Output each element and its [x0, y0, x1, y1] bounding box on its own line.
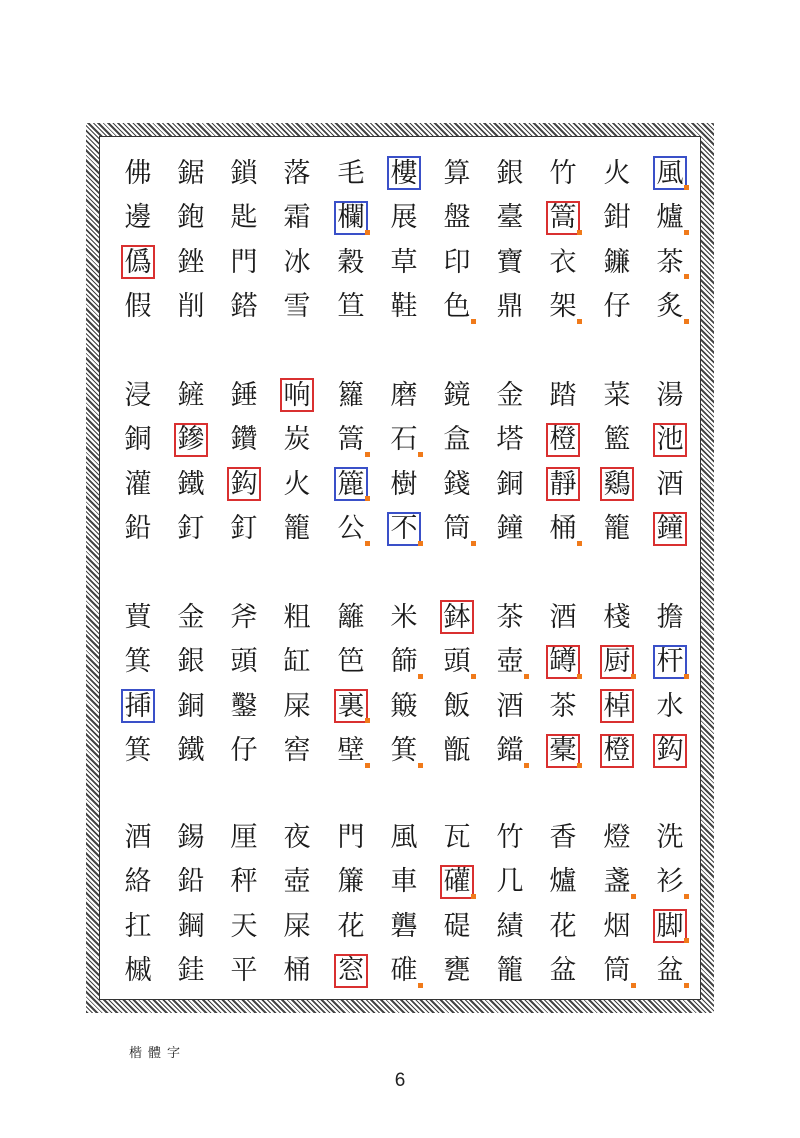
character-cell: 秤: [230, 866, 258, 897]
annotation-mark: [365, 452, 370, 457]
character-cell: 銈: [177, 955, 205, 986]
character-cell: 鈎: [653, 734, 687, 768]
character-cell: 簾: [337, 866, 365, 897]
character-cell: 平: [230, 955, 258, 986]
character-cell: 菜: [603, 379, 631, 411]
character-cell: 炭: [283, 424, 311, 455]
annotation-mark: [365, 496, 370, 501]
character-cell: 橐: [546, 734, 580, 768]
character-cell: 洗: [656, 821, 684, 853]
character-cell: 盆: [656, 955, 684, 986]
character-cell: 籠: [496, 955, 524, 986]
character-cell: 酒: [496, 690, 524, 722]
character-cell: 仔: [230, 735, 258, 766]
character-cell: 色: [443, 291, 471, 322]
character-cell: 鉢: [440, 600, 474, 634]
character-cell: 錫: [177, 821, 205, 853]
character-cell: 飯: [443, 690, 471, 722]
character-cell: 樹: [390, 468, 418, 500]
character-cell: 欄: [334, 201, 368, 235]
character-cell: 風: [390, 821, 418, 853]
character-cell: 落: [283, 157, 311, 189]
character-cell: 鋸: [177, 157, 205, 189]
character-cell: 錘: [230, 379, 258, 411]
character-cell: 門: [337, 821, 365, 853]
character-cell: 筒: [443, 513, 471, 544]
character-cell: 鉛: [177, 866, 205, 897]
character-cell: 鷄: [600, 467, 634, 501]
character-cell: 踏: [549, 379, 577, 411]
character-cell: 僞: [121, 245, 155, 279]
character-cell: 火: [283, 468, 311, 500]
character-cell: 籠: [283, 513, 311, 544]
character-cell: 扛: [124, 910, 152, 942]
character-cell: 佛: [124, 157, 152, 189]
character-cell: 瓦: [443, 821, 471, 853]
character-cell: 籮: [337, 379, 365, 411]
character-cell: 碮: [443, 910, 471, 942]
character-cell: 鐺: [496, 735, 524, 766]
character-cell: 壁: [337, 735, 365, 766]
character-cell: 窓: [334, 954, 368, 988]
character-cell: 銅: [124, 424, 152, 455]
character-cell: 揷: [121, 689, 155, 723]
character-cell: 屎: [283, 910, 311, 942]
character-cell: 銀: [496, 157, 524, 189]
character-cell: 池: [653, 423, 687, 457]
character-cell: 缸: [283, 646, 311, 677]
character-cell: 錢: [443, 468, 471, 500]
character-cell: 篙: [337, 424, 365, 455]
character-cell: 酒: [656, 468, 684, 500]
character-cell: 鏒: [174, 423, 208, 457]
character-cell: 爐: [549, 866, 577, 897]
character-cell: 鐘: [496, 513, 524, 544]
character-cell: 礱: [390, 910, 418, 942]
character-cell: 衣: [549, 246, 577, 278]
annotation-mark: [577, 541, 582, 546]
character-cell: 壺: [283, 866, 311, 897]
character-cell: 簏: [334, 467, 368, 501]
character-cell: 天: [230, 910, 258, 942]
character-cell: 响: [280, 378, 314, 412]
character-cell: 金: [177, 601, 205, 633]
character-cell: 塔: [496, 424, 524, 455]
character-cell: 釘: [177, 513, 205, 544]
annotation-mark: [684, 983, 689, 988]
character-cell: 雪: [283, 291, 311, 322]
annotation-mark: [365, 230, 370, 235]
character-cell: 假: [124, 291, 152, 322]
page-number: 6: [394, 1070, 406, 1091]
character-cell: 鐵: [177, 468, 205, 500]
annotation-mark: [631, 983, 636, 988]
character-cell: 鐵: [177, 735, 205, 766]
character-cell: 鏟: [177, 379, 205, 411]
annotation-mark: [577, 230, 582, 235]
character-cell: 棧: [603, 601, 631, 633]
character-cell: 鋼: [177, 910, 205, 942]
character-cell: 屎: [283, 690, 311, 722]
character-cell: 風: [653, 156, 687, 190]
annotation-mark: [577, 319, 582, 324]
character-cell: 鐮: [603, 246, 631, 278]
character-cell: 花: [549, 910, 577, 942]
character-cell: 燈: [603, 821, 631, 853]
character-cell: 籬: [337, 601, 365, 633]
character-cell: 蕒: [124, 601, 152, 633]
character-cell: 靜: [546, 467, 580, 501]
character-cell: 米: [390, 601, 418, 633]
character-cell: 公: [337, 513, 365, 544]
character-cell: 甕: [443, 955, 471, 986]
character-cell: 銼: [177, 246, 205, 278]
annotation-mark: [471, 894, 476, 899]
character-cell: 灌: [124, 468, 152, 500]
character-cell: 鎝: [230, 291, 258, 322]
character-cell: 箕: [390, 735, 418, 766]
character-cell: 斧: [230, 601, 258, 633]
character-cell: 橙: [546, 423, 580, 457]
annotation-mark: [684, 274, 689, 279]
character-cell: 酒: [124, 821, 152, 853]
character-cell: 鞋: [390, 291, 418, 322]
annotation-mark: [471, 319, 476, 324]
character-cell: 筒: [603, 955, 631, 986]
annotation-mark: [684, 230, 689, 235]
character-cell: 鑽: [230, 424, 258, 455]
character-cell: 粗: [283, 601, 311, 633]
character-cell: 籠: [603, 513, 631, 544]
character-cell: 絡: [124, 866, 152, 897]
character-cell: 匙: [230, 202, 258, 233]
character-cell: 寶: [496, 246, 524, 278]
character-cell: 几: [496, 866, 524, 897]
annotation-mark: [418, 763, 423, 768]
annotation-mark: [631, 674, 636, 679]
character-cell: 爐: [656, 202, 684, 233]
character-cell: 門: [230, 246, 258, 278]
character-cell: 印: [443, 246, 471, 278]
character-cell: 石: [390, 424, 418, 455]
character-cell: 酒: [549, 601, 577, 633]
annotation-mark: [418, 452, 423, 457]
font-style-label: 楷體字: [129, 1046, 187, 1061]
character-cell: 臺: [496, 202, 524, 233]
character-cell: 壺: [496, 646, 524, 677]
annotation-mark: [418, 983, 423, 988]
character-cell: 績: [496, 910, 524, 942]
character-cell: 槭: [124, 955, 152, 986]
character-cell: 銀: [177, 646, 205, 677]
character-cell: 頭: [230, 646, 258, 677]
character-cell: 削: [177, 291, 205, 322]
character-cell: 金: [496, 379, 524, 411]
character-cell: 浸: [124, 379, 152, 411]
character-cell: 甑: [443, 735, 471, 766]
character-cell: 花: [337, 910, 365, 942]
character-cell: 茶: [656, 246, 684, 278]
character-cell: 不: [387, 512, 421, 546]
character-cell: 厘: [230, 821, 258, 853]
character-cell: 篩: [390, 646, 418, 677]
annotation-mark: [684, 894, 689, 899]
character-cell: 厨: [600, 645, 634, 679]
character-cell: 水: [656, 690, 684, 722]
character-cell: 香: [549, 821, 577, 853]
character-cell: 架: [549, 291, 577, 322]
annotation-mark: [684, 185, 689, 190]
character-cell: 杆: [653, 645, 687, 679]
character-cell: 箕: [124, 646, 152, 677]
character-cell: 礶: [440, 865, 474, 899]
character-cell: 箕: [124, 735, 152, 766]
character-cell: 湯: [656, 379, 684, 411]
character-cell: 篙: [546, 201, 580, 235]
character-cell: 鏡: [443, 379, 471, 411]
annotation-mark: [684, 938, 689, 943]
character-cell: 算: [443, 157, 471, 189]
character-cell: 鈎: [227, 467, 261, 501]
character-cell: 罇: [546, 645, 580, 679]
annotation-mark: [577, 674, 582, 679]
character-cell: 頭: [443, 646, 471, 677]
annotation-mark: [418, 674, 423, 679]
character-cell: 茶: [549, 690, 577, 722]
character-cell: 夜: [283, 821, 311, 853]
character-cell: 鉋: [177, 202, 205, 233]
character-cell: 仔: [603, 291, 631, 322]
character-cell: 火: [603, 157, 631, 189]
character-cell: 笪: [337, 291, 365, 322]
character-cell: 穀: [337, 246, 365, 278]
character-cell: 橙: [600, 734, 634, 768]
character-cell: 桶: [549, 513, 577, 544]
character-cell: 竹: [496, 821, 524, 853]
annotation-mark: [577, 763, 582, 768]
character-cell: 盤: [443, 202, 471, 233]
character-cell: 展: [390, 202, 418, 233]
annotation-mark: [365, 763, 370, 768]
annotation-mark: [631, 894, 636, 899]
character-cell: 銅: [496, 468, 524, 500]
character-cell: 鉛: [124, 513, 152, 544]
character-cell: 棹: [600, 689, 634, 723]
character-cell: 盒: [443, 424, 471, 455]
character-cell: 碓: [390, 955, 418, 986]
character-cell: 茶: [496, 601, 524, 633]
annotation-mark: [471, 541, 476, 546]
annotation-mark: [365, 718, 370, 723]
character-cell: 冰: [283, 246, 311, 278]
character-cell: 鎖: [230, 157, 258, 189]
character-cell: 鐘: [653, 512, 687, 546]
character-cell: 衫: [656, 866, 684, 897]
character-cell: 邊: [124, 202, 152, 233]
annotation-mark: [471, 674, 476, 679]
character-cell: 笆: [337, 646, 365, 677]
character-cell: 鉗: [603, 202, 631, 233]
character-cell: 脚: [653, 909, 687, 943]
character-cell: 桶: [283, 955, 311, 986]
annotation-mark: [524, 674, 529, 679]
character-cell: 裏: [334, 689, 368, 723]
annotation-mark: [524, 763, 529, 768]
character-cell: 車: [390, 866, 418, 897]
annotation-mark: [684, 319, 689, 324]
character-cell: 釘: [230, 513, 258, 544]
character-cell: 簸: [390, 690, 418, 722]
character-cell: 籃: [603, 424, 631, 455]
character-cell: 鑿: [230, 690, 258, 722]
character-cell: 霜: [283, 202, 311, 233]
character-cell: 擔: [656, 601, 684, 633]
character-cell: 炙: [656, 291, 684, 322]
character-cell: 樓: [387, 156, 421, 190]
character-cell: 盆: [549, 955, 577, 986]
character-cell: 毛: [337, 157, 365, 189]
character-cell: 竹: [549, 157, 577, 189]
annotation-mark: [684, 674, 689, 679]
annotation-mark: [365, 541, 370, 546]
character-cell: 窖: [283, 735, 311, 766]
character-cell: 草: [390, 246, 418, 278]
annotation-mark: [418, 541, 423, 546]
character-cell: 烟: [603, 910, 631, 942]
character-cell: 磨: [390, 379, 418, 411]
character-cell: 銅: [177, 690, 205, 722]
character-cell: 鼎: [496, 291, 524, 322]
character-cell: 盞: [603, 866, 631, 897]
